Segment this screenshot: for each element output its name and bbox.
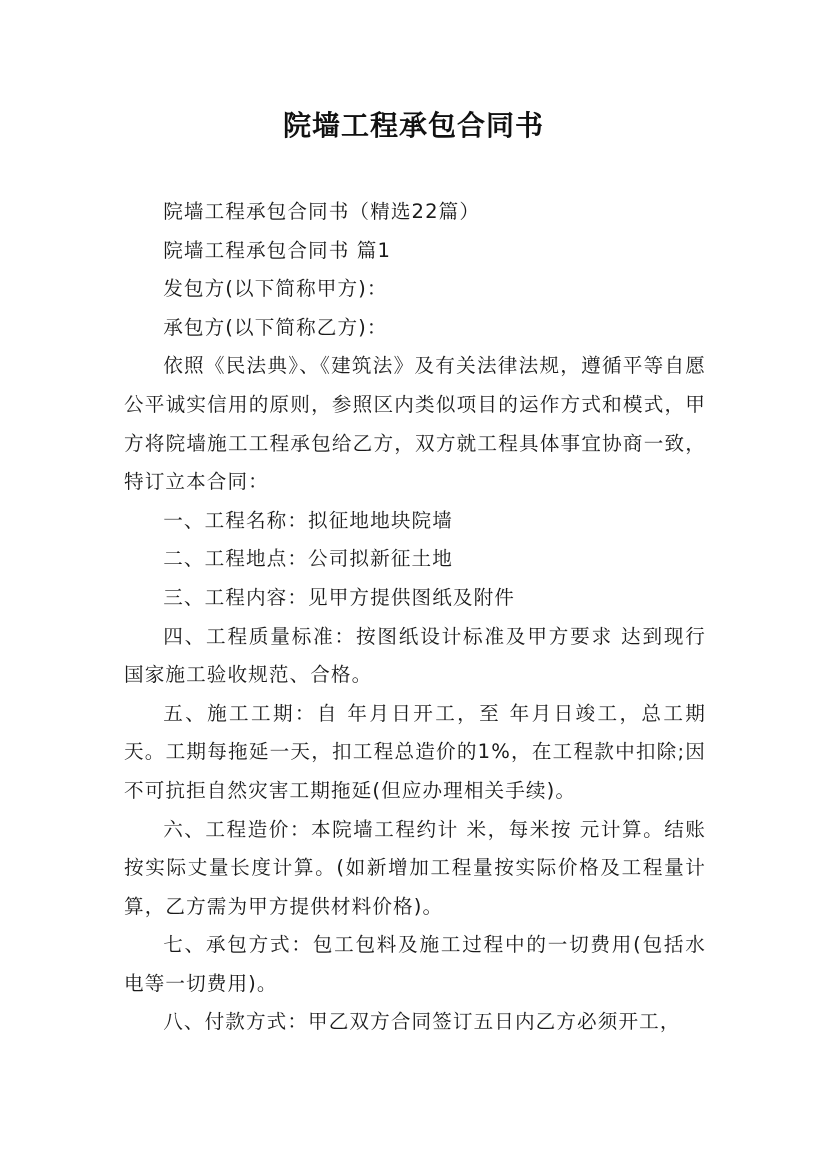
paragraph: 承包方(以下简称乙方)： xyxy=(163,315,388,339)
document-body xyxy=(124,193,706,1042)
paragraph: 八、付款方式：甲乙双方合同签订五日内乙方必须开工， xyxy=(163,1010,681,1034)
document-title: 院墙工程承包合同书 xyxy=(282,109,544,142)
paragraph: 二、工程地点：公司拟新征土地 xyxy=(163,547,453,571)
paragraph: 四、工程质量标准：按图纸设计标准及甲方要求 达到现行国家施工验收规范、合格。 xyxy=(124,624,706,687)
paragraph: 七、承包方式：包工包料及施工过程中的一切费用(包括水电等一切费用)。 xyxy=(124,933,706,995)
paragraph: 依照《民法典》、《建筑法》及有关法律法规，遵循平等自愿公平诚实信用的原则，参照区内类似项目的运作方式和模式，甲方将院墙施工工程承包给乙方，双方就工程具体事宜协商一致，特订立本合同： xyxy=(124,354,706,494)
paragraph: 院墙工程承包合同书（精选22篇） xyxy=(163,200,481,223)
paragraph: 一、工程名称：拟征地地块院墙 xyxy=(163,508,453,532)
paragraph: 三、工程内容：见甲方提供图纸及附件 xyxy=(163,585,515,609)
paragraph: 发包方(以下简称甲方)： xyxy=(163,277,388,301)
paragraph: 六、工程造价：本院墙工程约计 米，每米按 元计算。结账按实际丈量长度计算。(如新增加工程量按实际价格及工程量计算，乙方需为甲方提供材料价格)。 xyxy=(124,817,706,918)
paragraph: 院墙工程承包合同书 篇1 xyxy=(163,238,392,262)
paragraph: 五、施工工期：自 年月日开工，至 年月日竣工，总工期 天。工期每拖延一天，扣工程总造价的1%，在工程款中扣除;因不可抗拒自然灾害工期拖延(但应办理相关手续)。 xyxy=(124,701,706,802)
